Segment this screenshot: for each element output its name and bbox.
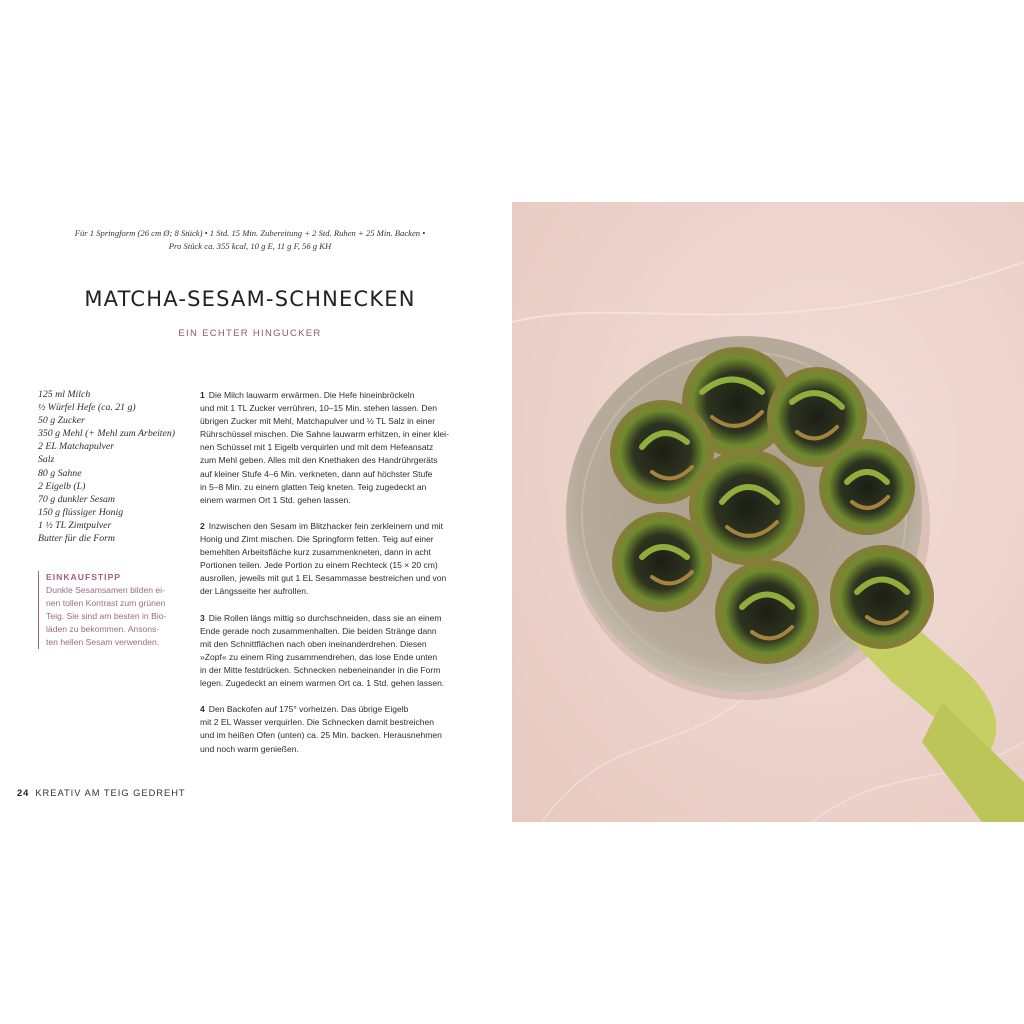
step-line: übrigen Zucker mit Mehl, Matchapulver und ½ TL Salz in einer	[200, 416, 436, 427]
step-line: »Zopf« zu einem Ring zusammendrehen, das lose Ende unten	[200, 651, 438, 662]
ingredient-item: 80 g Sahne	[38, 467, 82, 479]
page-footer	[17, 788, 186, 798]
step-line: in 5–8 Min. zu einem glatten Teig kneten. Teig zugedeckt an	[200, 481, 427, 492]
step-line: und im heißen Ofen (unten) ca. 25 Min. backen. Herausnehmen	[200, 730, 442, 741]
ingredient-item: 1 ½ TL Zimtpulver	[38, 519, 112, 531]
recipe-meta-line1: Für 1 Springform (26 cm Ø; 8 Stück) • 1 Std. 15 Min. Zubereitung + 2 Std. Ruhen + 25 Min. Backen •	[74, 228, 426, 238]
instruction-steps	[200, 389, 470, 769]
step-line: Portionen teilen. Jede Portion zu einem Rechteck (15 × 20 cm)	[200, 560, 438, 571]
shopping-tip-line: ten hellen Sesam verwenden.	[46, 637, 160, 648]
step-line: bemehlten Arbeitsfläche kurz zusammenkneten, dann in acht	[200, 547, 431, 558]
step-number: 1	[200, 390, 205, 400]
step-line: nen Schüssel mit 1 Eigelb verquirlen und mit dem Hefeansatz	[200, 442, 434, 453]
step-line: der Längsseite her aufrollen.	[200, 586, 309, 597]
ingredient-item: 2 EL Matchapulver	[38, 441, 115, 453]
instruction-step	[200, 703, 470, 755]
step-line: Inzwischen den Sesam im Blitzhacker fein zerkleinern und mit	[208, 520, 443, 531]
ingredient-list	[38, 388, 188, 545]
chapter-title: KREATIV AM TEIG GEDREHT	[35, 788, 186, 798]
ingredient-item: 50 g Zucker	[38, 415, 85, 427]
step-line: legen. Zugedeckt an einem warmen Ort ca. 1 Std. gehen lassen.	[200, 678, 445, 689]
shopping-tip-line: Dunkle Sesamsamen bilden ei-	[46, 585, 165, 595]
ingredient-item: 350 g Mehl (+ Mehl zum Arbeiten)	[38, 428, 176, 440]
recipe-meta-line2: Pro Stück ca. 355 kcal, 10 g E, 11 g F, 56 g KH	[168, 241, 332, 251]
step-line: mit den Schnittflächen nach oben ineinanderdrehen. Diesen	[200, 638, 427, 649]
step-number: 3	[200, 612, 205, 623]
ingredient-item: Salz	[38, 454, 55, 466]
ingredient-item: Butter für die Form	[38, 533, 116, 545]
shopping-tip-line: nen tollen Kontrast zum grünen	[46, 598, 166, 609]
ingredient-item: 70 g dunkler Sesam	[38, 493, 116, 505]
step-line: Rührschüssel mischen. Die Sahne lauwarm erhitzen, in einer klei-	[200, 429, 449, 440]
step-line: ausrollen, jeweils mit gut 1 EL Sesammasse bestreichen und von	[200, 573, 447, 584]
page-number: 24	[17, 788, 30, 798]
step-number: 2	[200, 520, 205, 531]
step-line: einem warmen Ort 1 Std. gehen lassen.	[200, 494, 351, 505]
recipe-meta	[30, 227, 470, 253]
ingredient-item: 150 g flüssiger Honig	[38, 506, 124, 518]
ingredient-item: ½ Würfel Hefe (ca. 21 g)	[38, 402, 136, 414]
step-line: mit 2 EL Wasser verquirlen. Die Schnecken damit bestreichen	[200, 717, 435, 728]
recipe-title: MATCHA-SESAM-SCHNECKEN	[84, 287, 416, 311]
shopping-tip-title: EINKAUFSTIPP	[46, 572, 122, 582]
step-line: Die Rollen längs mittig so durchschneiden, dass sie an einem	[208, 612, 442, 623]
ingredient-item: 125 ml Milch	[38, 389, 91, 400]
step-number: 4	[200, 704, 205, 715]
step-line: Ende gerade noch zusammenhalten. Die beiden Stränge dann	[200, 625, 437, 636]
step-line: Die Milch lauwarm erwärmen. Die Hefe hineinbröckeln	[208, 390, 415, 400]
step-line: auf kleiner Stufe 4–6 Min. verkneten, dann auf höchster Stufe	[200, 468, 433, 479]
instruction-step	[200, 520, 470, 599]
shopping-tip-line: Teig. Sie sind am besten in Bio-	[46, 611, 167, 622]
ingredient-item: 2 Eigelb (L)	[38, 480, 86, 492]
shopping-tip-box	[38, 571, 186, 649]
step-line: Honig und Zimt mischen. Die Springform fetten. Teig auf einer	[200, 534, 434, 545]
shopping-tip-line: läden zu bekommen. Ansons-	[46, 624, 160, 635]
step-line: Den Backofen auf 175° vorheizen. Das übrige Eigelb	[208, 704, 409, 715]
recipe-subtitle: EIN ECHTER HINGUCKER	[178, 328, 322, 339]
instruction-step	[200, 389, 470, 507]
step-line: und mit 1 TL Zucker verrühren, 10–15 Min. stehen lassen. Den	[200, 403, 438, 414]
instruction-step	[200, 612, 470, 691]
step-line: in der Mitte festdrücken. Schnecken nebeneinander in die Form	[200, 664, 441, 675]
step-line: und noch warm genießen.	[200, 743, 299, 754]
recipe-photo	[512, 202, 1024, 822]
step-line: zum Mehl geben. Alles mit den Knethaken des Handrührgeräts	[200, 455, 438, 466]
shopping-tip-text	[46, 584, 186, 649]
